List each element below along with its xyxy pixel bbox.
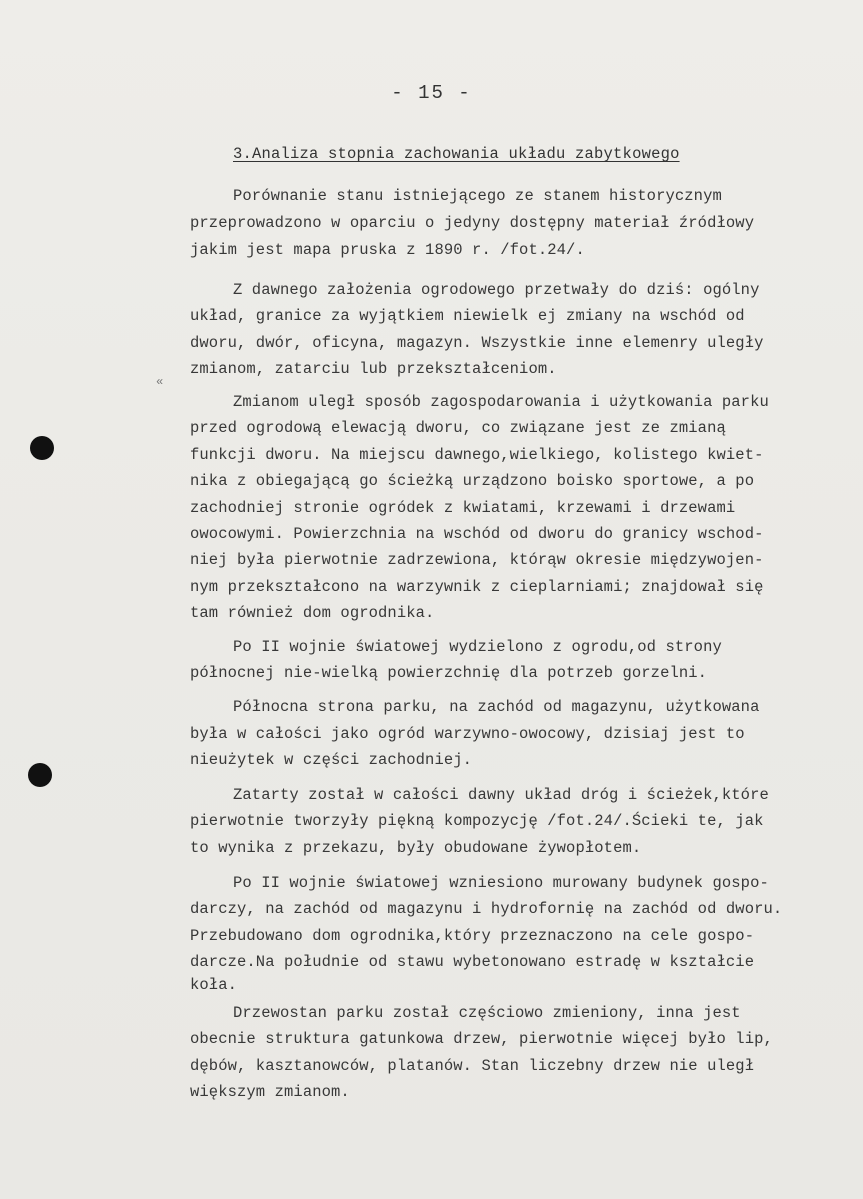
text-line: tam również dom ogrodnika. [190,604,435,622]
text-line: obecnie struktura gatunkowa drzew, pierwotnie więcej było lip, [190,1030,773,1048]
text-line: nika z obiegającą go ścieżką urządzono boisko sportowe, a po [190,472,755,490]
text-line: Północna strona parku, na zachód od magazynu, użytkowana [233,698,760,716]
text-line: zmianom, zatarciu lub przekształceniom. [190,360,557,378]
text-line: Po II wojnie światowej wzniesiono murowany budynek gospo- [233,874,769,892]
text-line: funkcji dworu. Na miejscu dawnego,wielkiego, kolistego kwiet- [190,446,764,464]
section-title: 3.Analiza stopnia zachowania układu zabytkowego [233,145,680,163]
text-line: Przebudowano dom ogrodnika,który przeznaczono na cele gospo- [190,927,755,945]
punch-hole-top [30,436,54,460]
text-line: Zmianom uległ sposób zagospodarowania i użytkowania parku [233,393,769,411]
text-line: północnej nie-wielką powierzchnię dla potrzeb gorzelni. [190,664,708,682]
text-line: Po II wojnie światowej wydzielono z ogrodu,od strony [233,638,722,656]
text-line: Porównanie stanu istniejącego ze stanem historycznym [233,187,722,205]
text-line: darczy, na zachód od magazynu i hydrofornię na zachód od dworu. [190,900,783,918]
text-line: darcze.Na południe od stawu wybetonowano estradę w kształcie [190,953,755,971]
text-line: Zatarty został w całości dawny układ dróg i ścieżek,które [233,786,769,804]
text-line: Z dawnego założenia ogrodowego przetwały do dziś: ogólny [233,281,760,299]
text-line: koła. [190,976,238,994]
text-line: Drzewostan parku został częściowo zmieniony, inna jest [233,1004,741,1022]
text-line: niej była pierwotnie zadrzewiona, którąw okresie międzywojen- [190,551,764,569]
page-number: - 15 - [391,82,472,104]
margin-mark: « [156,375,164,389]
text-line: jakim jest mapa pruska z 1890 r. /fot.24/. [190,241,585,259]
text-line: to wynika z przekazu, były obudowane żywopłotem. [190,839,642,857]
text-line: zachodniej stronie ogródek z kwiatami, krzewami i drzewami [190,499,736,517]
text-line: pierwotnie tworzyły piękną kompozycję /fot.24/.Ścieki te, jak [190,812,764,830]
text-line: przeprowadzono w oparciu o jedyny dostępny materiał źródłowy [190,214,755,232]
text-line: nym przekształcono na warzywnik z cieplarniami; znajdował się [190,578,764,596]
text-line: dworu, dwór, oficyna, magazyn. Wszystkie inne elemenry uległy [190,334,764,352]
text-line: większym zmianom. [190,1083,350,1101]
punch-hole-bottom [28,763,52,787]
text-line: owocowymi. Powierzchnia na wschód od dworu do granicy wschod- [190,525,764,543]
text-line: nieużytek w części zachodniej. [190,751,473,769]
text-line: przed ogrodową elewacją dworu, co związane jest ze zmianą [190,419,726,437]
text-line: dębów, kasztanowców, platanów. Stan liczebny drzew nie uległ [190,1057,755,1075]
text-line: układ, granice za wyjątkiem niewielk ej zmiany na wschód od [190,307,745,325]
text-line: była w całości jako ogród warzywno-owocowy, dzisiaj jest to [190,725,745,743]
